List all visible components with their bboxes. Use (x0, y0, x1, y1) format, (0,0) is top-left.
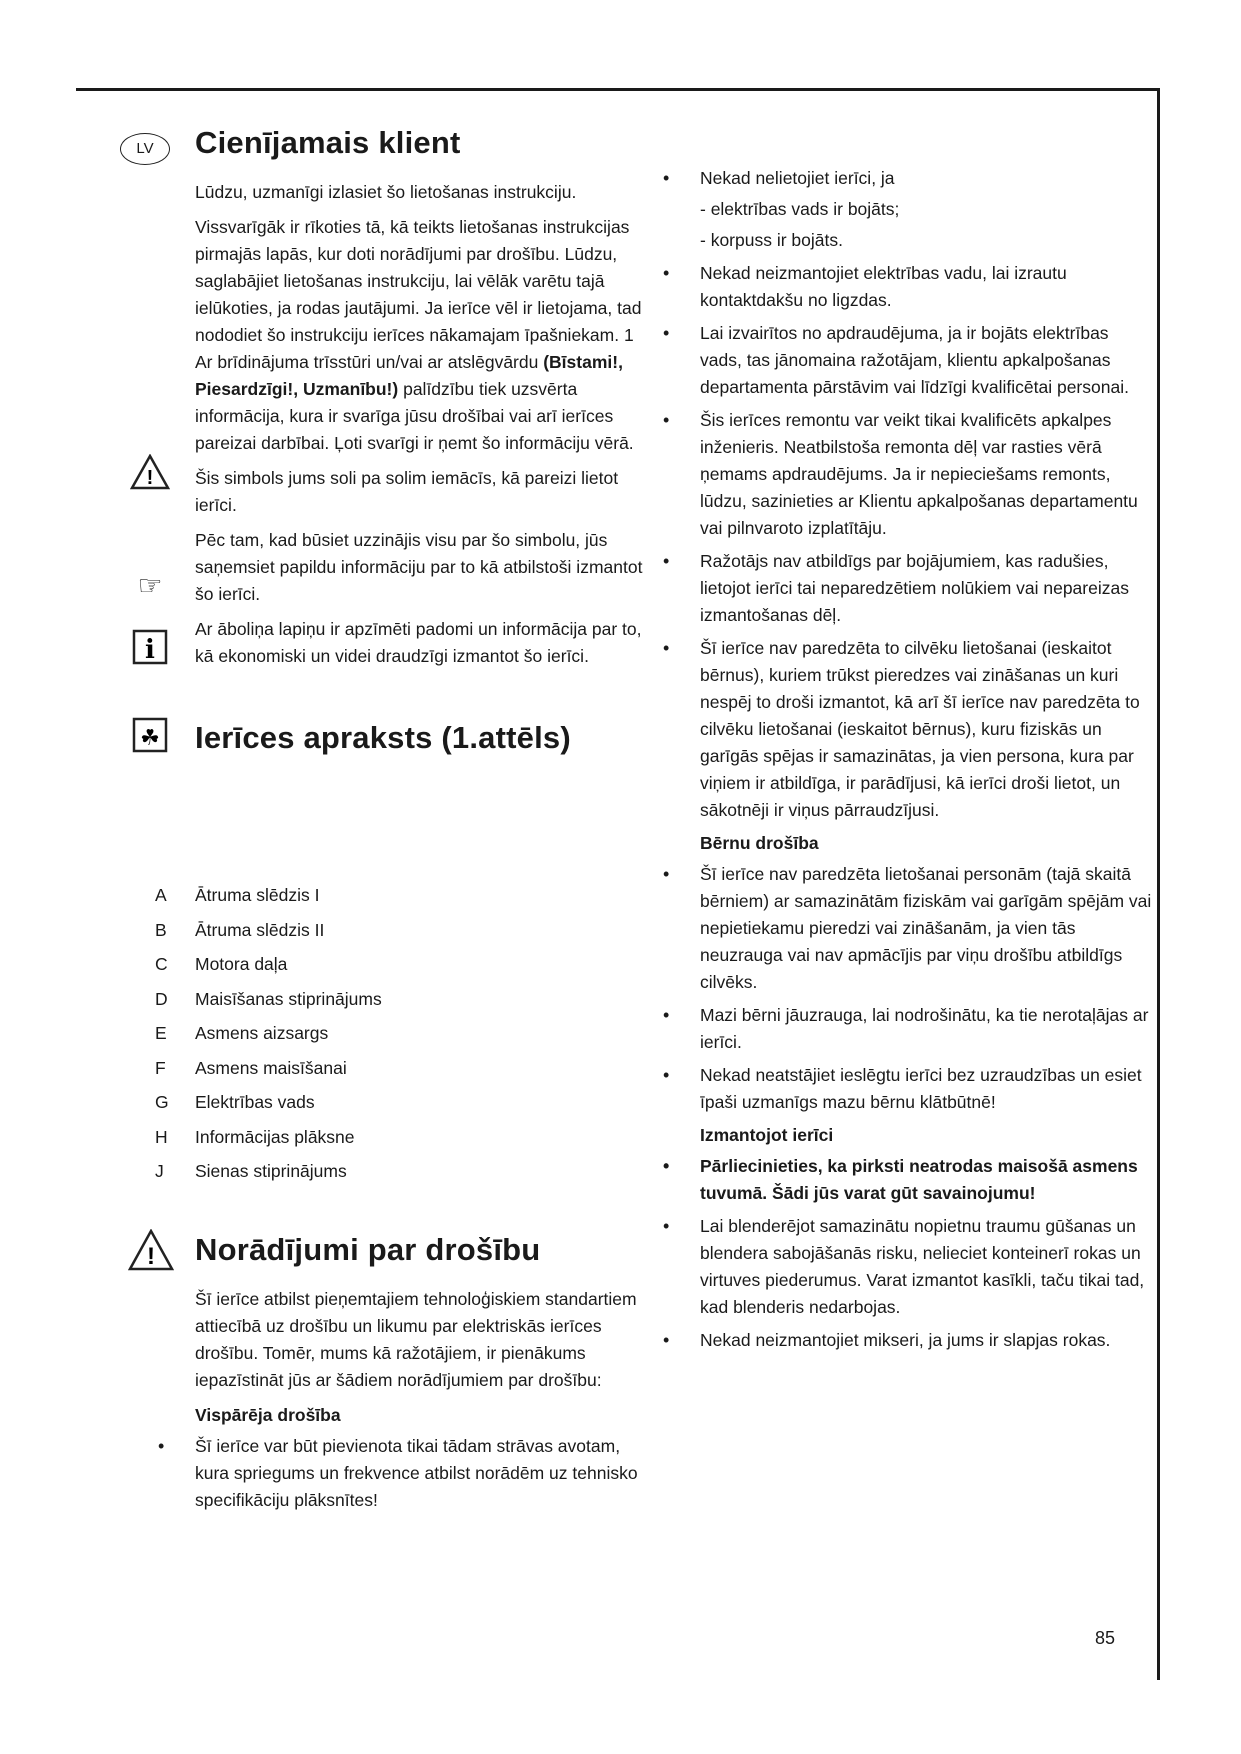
general-safety-heading: Vispārēja drošība (195, 1405, 341, 1425)
bullet-item: • Šī ierīce nav paredzēta lietošanai personām (tajā skaitā bērniem) ar samazinātām fiziskām vai garīgām spējām vai nepietiekamu pieredzi vai zināšanām, ja vien tās neuzrauga vai nav apmācījis par viņu drošību atbildīgs cilvēks. (700, 861, 1155, 996)
safety-paragraph (195, 214, 645, 457)
list-item (155, 918, 635, 953)
bullet-item: • Nekad neatstājiet ieslēgtu ierīci bez uzraudzības un esiet īpaši uzmanīgs mazu bērnu klātbūtnē! (700, 1062, 1155, 1116)
item-letter: B (155, 919, 167, 940)
list-item (155, 987, 635, 1022)
section-title-description: Ierīces apraksts (1.attēls) (195, 720, 571, 755)
item-text: Ātruma slēdzis II (195, 919, 325, 940)
bullet-item: • Šī ierīce nav paredzēta to cilvēku lietošanai (ieskaitot bērnus), kuriem trūkst pieredzes vai zināšanas un kuri nespēj to droši izmantot, kā arī šī ierīce nav paredzēta to cilvēku lietošanai (ieskaitot bērnus), kuru fiziskās un garīgās spējas ir samazinātas, ja vien persona, kura par viņiem ir atbildīga, ir parādījusi, kā ierīci droši lietot, un sākotnēji ir viņus pārraudzījusi. (700, 635, 1155, 824)
bullet-item: • Šī ierīce var būt pievienota tikai tādam strāvas avotam, kura spriegums un frekvence atbilst norādēm uz tehnisko specifikāciju plāksnītes! (195, 1433, 645, 1514)
bullet-item: • Lai blenderējot samazinātu nopietnu traumu gūšanas un blendera sabojāšanās risku, nelieciet konteinerī rokas un virtuves piederumus. Varat izmantot kasīkli, taču tikai tad, kad blenderis nedarbojas. (700, 1213, 1155, 1321)
right-rule (1157, 88, 1160, 1680)
safety-keywords: (Bīstami!, Piesardzīgi!, Uzmanību!) (195, 352, 623, 399)
dash-item: - korpuss ir bojāts. (700, 230, 843, 250)
item-text: Ātruma slēdzis I (195, 885, 320, 905)
list-item (155, 1021, 635, 1056)
list-item (155, 883, 635, 918)
item-letter: C (155, 954, 168, 974)
intro-paragraph: Lūdzu, uzmanīgi izlasiet šo lietošanas instrukciju. (195, 182, 577, 202)
warning-triangle-icon (128, 1227, 174, 1273)
clover-leaf-icon (130, 715, 170, 755)
item-text: Sienas stiprinājums (195, 1161, 347, 1181)
parts-list (155, 883, 635, 1194)
safety-intro: Šī ierīce atbilst pieņemtajiem tehnoloģiskiem standartiem attiecībā uz drošību un likumu par elektriskās ierīces drošību. Tomēr, mums kā ražotājiem, ir pienākums iepazīstināt jūs ar šādiem norādījumiem par drošību: (195, 1289, 637, 1390)
step-by-step-paragraph: Šis simbols jums soli pa solim iemācīs, kā pareizi lietot ierīci. (195, 468, 619, 515)
svg-text:☘: ☘ (140, 726, 160, 751)
list-item (155, 1159, 635, 1194)
safety-section (195, 1232, 645, 1520)
info-paragraph: Pēc tam, kad būsiet uzzinājis visu par šo simbolu, jūs saņemsiet papildu informāciju par to kā atbilstoši izmantot šo ierīci. (195, 530, 643, 604)
dash-item: - elektrības vads ir bojāts; (700, 199, 900, 219)
section-title-dear-customer: Cienījamais klient (195, 125, 461, 160)
bullet-item: • Nekad nelietojiet ierīci, ja (700, 165, 1155, 192)
info-icon (130, 627, 170, 667)
warning-triangle-icon (130, 452, 170, 492)
child-safety-heading: Bērnu drošība (700, 833, 819, 853)
bullet-item: • Šis ierīces remontu var veikt tikai kvalificēts apkalpes inženieris. Neatbilstoša remonta dēļ var rasties vērā ņemams apdraudējums. Ja ir nepieciešams remonts, lūdzu, sazinieties ar Klientu apkalpošanas departamentu vai pilnvaroto izplatītāju. (700, 407, 1155, 542)
item-letter: G (155, 1092, 169, 1112)
svg-text:!: ! (147, 1243, 155, 1270)
bullet-item: • Mazi bērni jāuzrauga, lai nodrošinātu, ka tie nerotaļājas ar ierīci. (700, 1002, 1155, 1056)
item-letter: H (155, 1126, 168, 1147)
eco-paragraph: Ar āboliņa lapiņu ir apzīmēti padomi un informācija par to, kā ekonomiski un videi draudzīgi izmantot šo ierīci. (195, 619, 642, 666)
item-letter: A (155, 885, 167, 905)
safety-paragraph-text: Vissvarīgāk ir rīkoties tā, kā teikts lietošanas instrukcijas pirmajās lapās, kur doti norādījumi par drošību. Lūdzu, saglabājiet lietošanas instrukciju, lai vēlāk varētu tajā ielūkoties, ja rodas jautājumi. Ja ierīce vēl ir lietojama, tad nododiet šo instrukciju ierīces nākamajam īpašniekam. 1 Ar brīdinājuma trīsstūri un/vai ar atslēgvārdu (195, 217, 642, 372)
page-number: 85 (1095, 1628, 1116, 1648)
list-item (155, 1090, 635, 1125)
left-column (195, 125, 645, 774)
item-letter: D (155, 988, 168, 1009)
bullet-item: • Ražotājs nav atbildīgs par bojājumiem, kas radušies, lietojot ierīci tai neparedzētiem nolūkiem vai nepareizas izmantošanas dēļ. (700, 548, 1155, 629)
bullet-item: • Lai izvairītos no apdraudējuma, ja ir bojāts elektrības vads, tas jānomaina ražotājam, klientu apkalpošanas departamenta pārstāvim vai līdzīgi kvalificētai personai. (700, 320, 1155, 401)
right-column (700, 165, 1155, 1360)
svg-text:!: ! (146, 467, 154, 489)
item-letter: E (155, 1023, 167, 1043)
item-text: Maisīšanas stiprinājums (195, 988, 382, 1009)
item-text: Motora daļa (195, 954, 288, 974)
item-letter: J (155, 1161, 164, 1181)
list-item (155, 1125, 635, 1160)
bullet-item: • Nekad neizmantojiet elektrības vadu, lai izrautu kontaktdakšu no ligzdas. (700, 260, 1155, 314)
safety-paragraph-end: palīdzību tiek uzsvērta informācija, kura ir svarīga jūsu drošībai vai arī ierīces pareizai darbībai. Ļoti svarīgi ir ņemt šo informāciju vērā. (195, 379, 634, 453)
item-text: Informācijas plāksne (195, 1126, 355, 1147)
item-text: Elektrības vads (195, 1092, 315, 1112)
usage-heading: Izmantojot ierīci (700, 1125, 834, 1145)
list-item (155, 1056, 635, 1091)
item-text: Asmens maisīšanai (195, 1057, 347, 1078)
svg-text:i: i (145, 635, 155, 665)
language-badge: LV (120, 133, 170, 165)
list-item (155, 952, 635, 987)
item-text: Asmens aizsargs (195, 1023, 329, 1043)
top-rule (76, 88, 1160, 91)
bullet-item: • Pārliecinieties, ka pirksti neatrodas maisošā asmens tuvumā. Šādi jūs varat gūt savainojumu! (700, 1153, 1155, 1207)
pointing-hand-icon: ☞ (137, 569, 163, 601)
section-title-safety: Norādījumi par drošību (195, 1232, 541, 1267)
bullet-item: • Nekad neizmantojiet mikseri, ja jums ir slapjas rokas. (700, 1327, 1155, 1354)
item-letter: F (155, 1057, 166, 1078)
